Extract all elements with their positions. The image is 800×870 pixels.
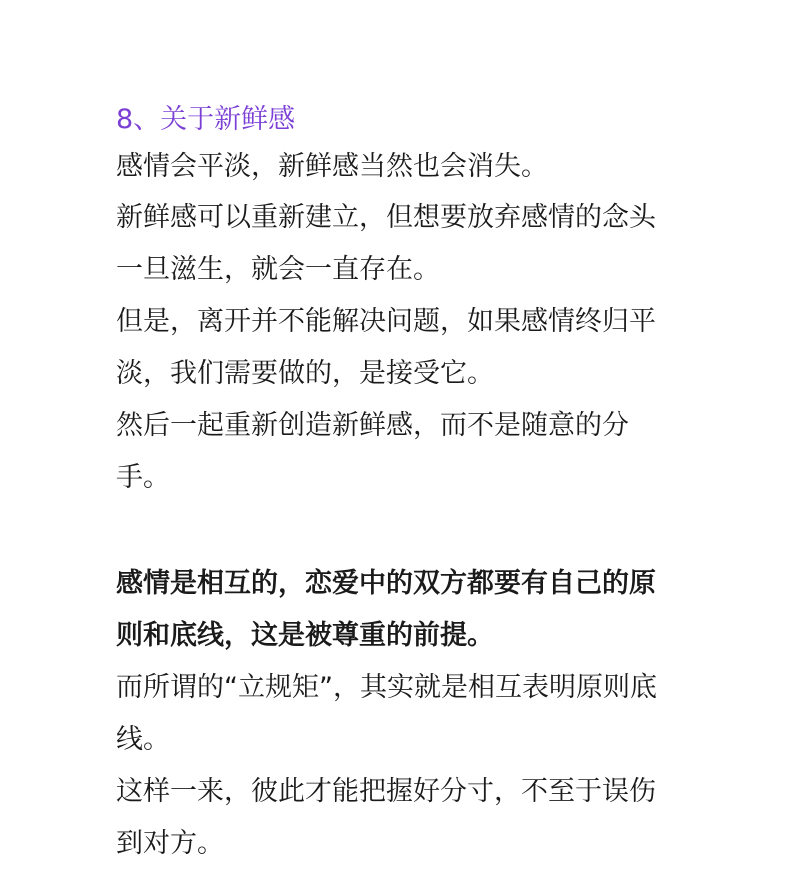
paragraph-line: 淡，我们需要做的，是接受它。 <box>116 358 494 389</box>
paragraph-line: 手。 <box>116 462 170 493</box>
paragraph-line: 这样一来，彼此才能把握好分寸，不至于误伤 <box>116 776 656 807</box>
paragraph-line: 但是，离开并不能解决问题，如果感情终归平 <box>116 306 656 337</box>
paragraph-line: 到对方。 <box>116 828 224 859</box>
paragraph-line: 感情会平淡，新鲜感当然也会消失。 <box>116 151 548 182</box>
paragraph-line: 线。 <box>116 724 170 755</box>
paragraph-line: 一旦滋生，就会一直存在。 <box>116 254 440 285</box>
emphasis-line: 则和底线，这是被尊重的前提。 <box>116 620 494 651</box>
section-heading: 8、关于新鲜感 <box>116 104 296 135</box>
article-body <box>116 98 756 870</box>
emphasis-line: 感情是相互的，恋爱中的双方都要有自己的原 <box>116 568 656 599</box>
paragraph-line: 而所谓的“立规矩”，其实就是相互表明原则底 <box>116 672 657 703</box>
paragraph-line: 新鲜感可以重新建立，但想要放弃感情的念头 <box>116 202 656 233</box>
paragraph-spacer <box>116 504 756 558</box>
paragraph-line: 然后一起重新创造新鲜感，而不是随意的分 <box>116 410 629 441</box>
